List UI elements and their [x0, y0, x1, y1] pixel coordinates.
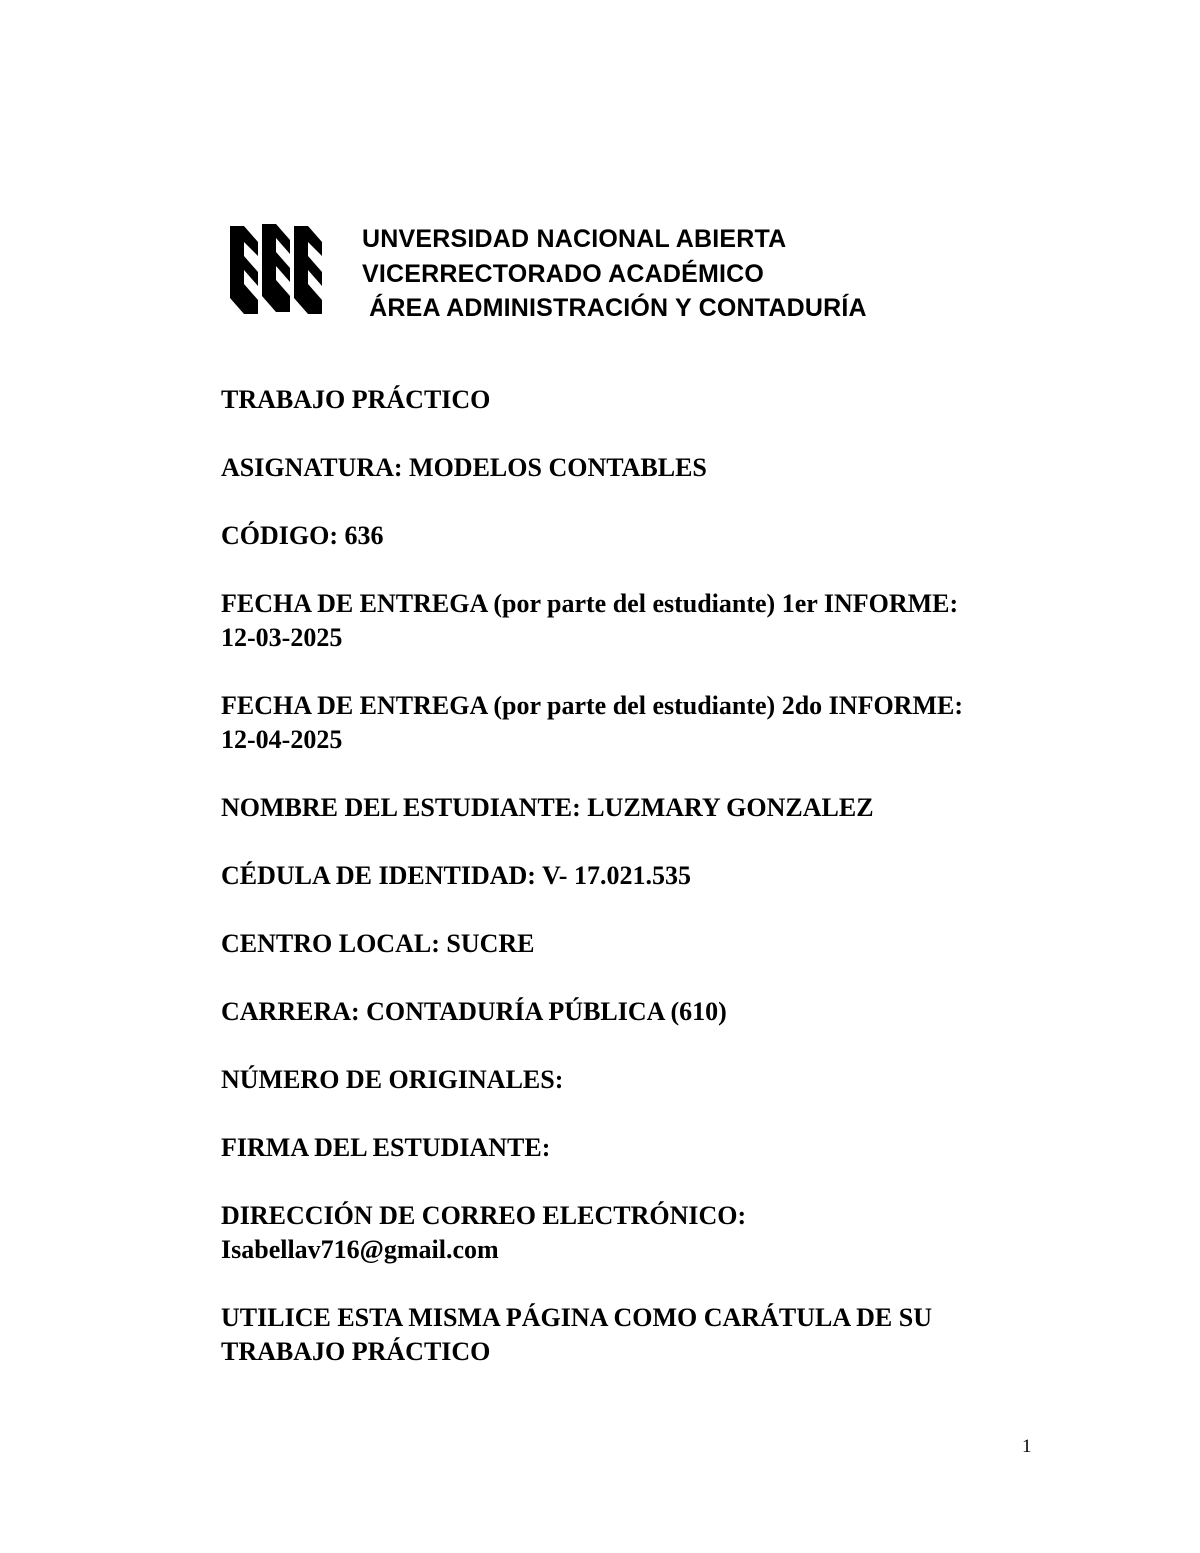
cover-fields	[221, 383, 1021, 1369]
code-field: CÓDIGO: 636	[221, 521, 384, 550]
header-area: ÁREA ADMINISTRACIÓN Y CONTADURÍA	[362, 294, 867, 322]
email-value: Isabellav716@gmail.com	[221, 1235, 499, 1264]
delivery-date-2	[221, 689, 1021, 757]
una-logo-icon	[228, 222, 324, 316]
cover-note	[221, 1301, 1021, 1369]
page-number: 1	[1022, 1436, 1032, 1457]
work-title: TRABAJO PRÁCTICO	[221, 385, 491, 414]
id-card-field: CÉDULA DE IDENTIDAD: V- 17.021.535	[221, 861, 691, 890]
delivery-date-2-label: FECHA DE ENTREGA (por parte del estudiante) 2do INFORME:	[221, 691, 963, 720]
cover-note-line2: TRABAJO PRÁCTICO	[221, 1337, 491, 1366]
delivery-date-2-value: 12-04-2025	[221, 725, 343, 754]
career-field: CARRERA: CONTADURÍA PÚBLICA (610)	[221, 997, 727, 1026]
student-name-field: NOMBRE DEL ESTUDIANTE: LUZMARY GONZALEZ	[221, 793, 874, 822]
delivery-date-1-label: FECHA DE ENTREGA (por parte del estudiante) 1er INFORME:	[221, 589, 959, 618]
header-vicerrectorado: VICERRECTORADO ACADÉMICO	[362, 259, 765, 288]
header-university: UNVERSIDAD NACIONAL ABIERTA	[362, 225, 787, 253]
email-block	[221, 1199, 1021, 1267]
cover-note-line1: UTILICE ESTA MISMA PÁGINA COMO CARÁTULA DE SU	[221, 1303, 933, 1332]
institution-header	[362, 222, 867, 326]
subject-field: ASIGNATURA: MODELOS CONTABLES	[221, 453, 707, 482]
student-signature-field: FIRMA DEL ESTUDIANTE:	[221, 1133, 551, 1162]
delivery-date-1-value: 12-03-2025	[221, 623, 343, 652]
local-center-field: CENTRO LOCAL: SUCRE	[221, 929, 535, 958]
originals-count-field: NÚMERO DE ORIGINALES:	[221, 1065, 564, 1094]
delivery-date-1	[221, 587, 1021, 655]
email-label: DIRECCIÓN DE CORREO ELECTRÓNICO:	[221, 1201, 747, 1230]
